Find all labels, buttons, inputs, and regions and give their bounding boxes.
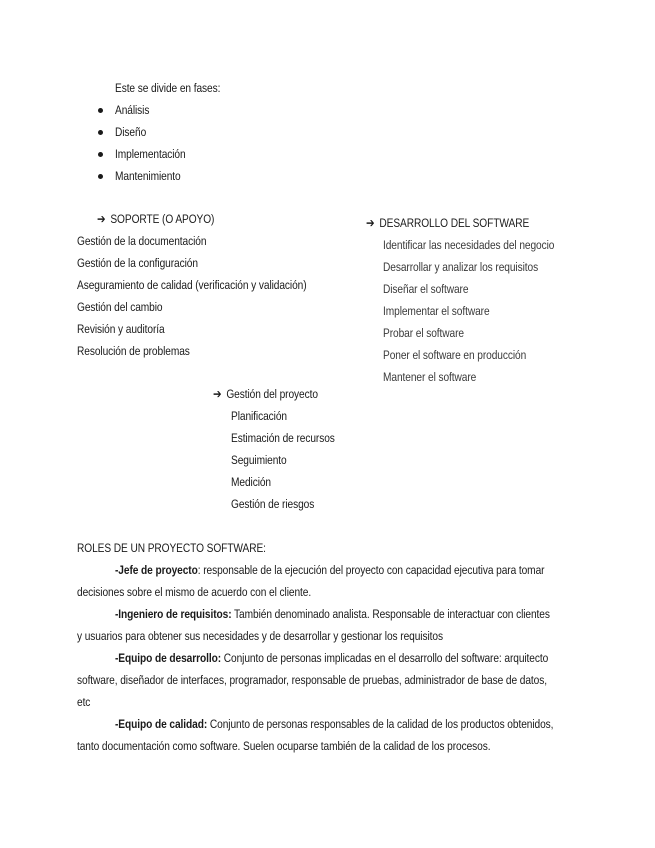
- phase-item: Mantenimiento: [115, 169, 181, 183]
- soporte-item: Revisión y auditoría: [77, 322, 165, 336]
- gestion-item: Seguimiento: [231, 453, 287, 467]
- gestion-item: Medición: [231, 475, 272, 489]
- role-title: -Equipo de calidad:: [115, 717, 208, 731]
- role-desarrollo-line: -Equipo de desarrollo: Conjunto de personas implicadas en el desarrollo del software: arquitecto: [115, 651, 549, 665]
- desarrollo-item: Diseñar el software: [383, 282, 469, 296]
- desarrollo-item: Probar el software: [383, 326, 464, 340]
- bullet-icon: [98, 130, 103, 135]
- gestion-item: Gestión de riesgos: [231, 497, 315, 511]
- phases-lead: Este se divide en fases:: [115, 81, 221, 95]
- bullet-icon: [98, 174, 103, 179]
- bullet-icon: [98, 152, 103, 157]
- soporte-item: Gestión de la documentación: [77, 234, 207, 248]
- desarrollo-heading: ➔ DESARROLLO DEL SOFTWARE: [366, 216, 530, 230]
- desarrollo-item: Implementar el software: [383, 304, 490, 318]
- role-jefe-line: -Jefe de proyecto: responsable de la ejecución del proyecto con capacidad ejecutiva para tomar: [115, 563, 545, 577]
- desarrollo-item: Mantener el software: [383, 370, 477, 384]
- role-calidad-line: -Equipo de calidad: Conjunto de personas responsables de la calidad de los productos obtenidos,: [115, 717, 554, 731]
- bullet-icon: [98, 108, 103, 113]
- gestion-item: Estimación de recursos: [231, 431, 335, 445]
- phase-item: Diseño: [115, 125, 147, 139]
- role-ingeniero-line: -Ingeniero de requisitos: También denominado analista. Responsable de interactuar con clientes: [115, 607, 550, 621]
- desarrollo-item: Identificar las necesidades del negocio: [383, 238, 555, 252]
- soporte-item: Aseguramiento de calidad (verificación y validación): [77, 278, 307, 292]
- gestion-heading: ➔ Gestión del proyecto: [213, 387, 318, 401]
- desarrollo-item: Poner el software en producción: [383, 348, 527, 362]
- arrow-right-icon: ➔: [213, 387, 222, 401]
- role-title: -Jefe de proyecto: [115, 563, 198, 577]
- soporte-item: Resolución de problemas: [77, 344, 190, 358]
- gestion-item: Planificación: [231, 409, 287, 423]
- role-desarrollo-cont: software, diseñador de interfaces, programador, responsable de pruebas, administrador de base de datos,: [77, 673, 547, 687]
- roles-heading: ROLES DE UN PROYECTO SOFTWARE:: [77, 541, 266, 555]
- phase-item: Análisis: [115, 103, 150, 117]
- role-calidad-cont: tanto documentación como software. Suelen ocuparse también de la calidad de los procesos.: [77, 739, 491, 753]
- arrow-right-icon: ➔: [366, 216, 375, 230]
- arrow-right-icon: ➔: [97, 212, 106, 226]
- soporte-heading: ➔ SOPORTE (O APOYO): [97, 212, 215, 226]
- role-desarrollo-cont: etc: [77, 695, 91, 709]
- role-title: -Ingeniero de requisitos:: [115, 607, 232, 621]
- role-jefe-cont: decisiones sobre el mismo de acuerdo con el cliente.: [77, 585, 312, 599]
- soporte-item: Gestión de la configuración: [77, 256, 198, 270]
- role-ingeniero-cont: y usuarios para obtener sus necesidades y de desarrollar y gestionar los requisitos: [77, 629, 443, 643]
- soporte-item: Gestión del cambio: [77, 300, 163, 314]
- phase-item: Implementación: [115, 147, 186, 161]
- role-title: -Equipo de desarrollo:: [115, 651, 222, 665]
- desarrollo-item: Desarrollar y analizar los requisitos: [383, 260, 539, 274]
